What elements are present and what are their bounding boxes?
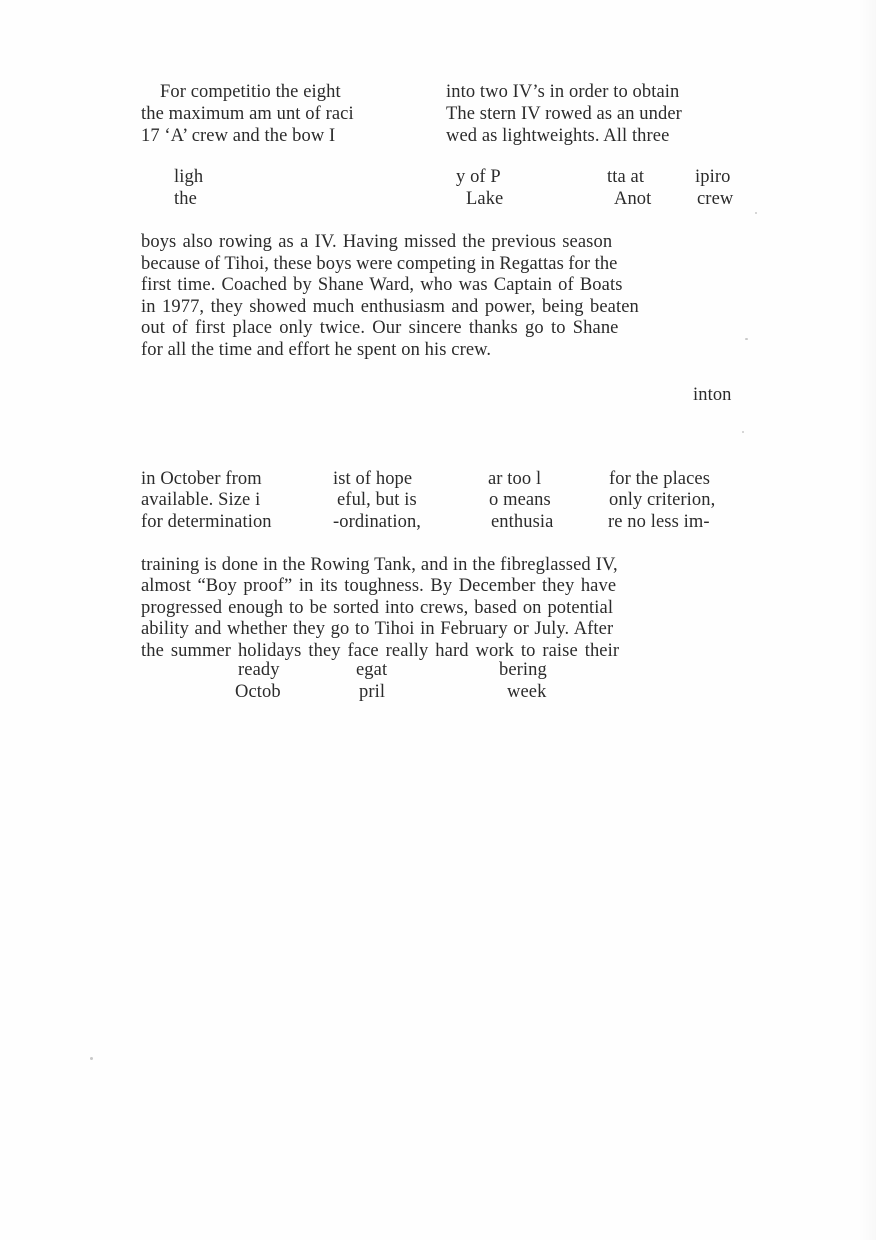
- fragment2-word-1: ligh: [174, 167, 204, 187]
- fragment3-r2-c3: o means: [489, 490, 551, 510]
- fragment3-r1-c3: ar too l: [488, 469, 542, 489]
- fragment4-r1-c3: bering: [499, 660, 547, 680]
- fragment3-r2-c4: only criterion,: [609, 490, 716, 510]
- fragment4-r1-c1: ready: [238, 660, 280, 680]
- fragment1-right-line-3: wed as lightweights. All three: [446, 126, 670, 146]
- paragraph2-line-5: the summer holidays they face really hard work to raise their: [141, 641, 620, 661]
- fragment2-word-3: tta at: [607, 167, 645, 187]
- paragraph2-line-4: ability and whether they go to Tihoi in February or July. After: [141, 619, 614, 639]
- page-edge-shadow: [858, 0, 876, 1240]
- fragment4-r1-c2: egat: [356, 660, 388, 680]
- fragment3-r2-c1: available. Size i: [141, 490, 261, 510]
- fragment1-right-line-1: into two IV’s in order to obtain: [446, 82, 680, 102]
- fragment3-r1-c1: in October from: [141, 469, 262, 489]
- scan-speck: [90, 1057, 93, 1060]
- fragment1-left-line-1: For competitio the eight: [160, 82, 341, 102]
- fragment2-word-6: Lake: [466, 189, 504, 209]
- fragment2-word-4: ipiro: [695, 167, 731, 187]
- paragraph1-line-3: first time. Coached by Shane Ward, who was Captain of Boats: [141, 275, 623, 295]
- fragment1-right-line-2: The stern IV rowed as an under: [446, 104, 682, 124]
- fragment1-left-line-2: the maximum am unt of raci: [141, 104, 354, 124]
- paragraph1-line-2: because of Tihoi, these boys were competing in Regattas for the: [141, 254, 618, 274]
- fragment4-r2-c3: week: [507, 682, 547, 702]
- fragment4-r2-c1: Octob: [235, 682, 281, 702]
- paragraph1-line-5: out of first place only twice. Our sincere thanks go to Shane: [141, 318, 619, 338]
- fragment2-word-2: y of P: [456, 167, 501, 187]
- fragment4-r2-c2: pril: [359, 682, 386, 702]
- paragraph2-line-1: training is done in the Rowing Tank, and in the fibreglassed IV,: [141, 555, 618, 575]
- fragment3-r1-c4: for the places: [609, 469, 711, 489]
- fragment1-left-line-3: 17 ‘A’ crew and the bow I: [141, 126, 336, 146]
- fragment3-r1-c2: ist of hope: [333, 469, 413, 489]
- fragment3-r2-c2: eful, but is: [337, 490, 417, 510]
- paragraph1-line-1: boys also rowing as a IV. Having missed the previous season: [141, 232, 613, 252]
- fragment2-word-5: the: [174, 189, 197, 209]
- scan-speck: [742, 431, 744, 433]
- paragraph2-line-3: progressed enough to be sorted into crews, based on potential: [141, 598, 614, 618]
- scan-speck: [745, 338, 748, 340]
- fragment3-r3-c4: re no less im-: [608, 512, 710, 532]
- scan-speck: [755, 212, 757, 214]
- signature-fragment: inton: [693, 385, 732, 405]
- fragment2-word-8: crew: [697, 189, 734, 209]
- fragment3-r3-c2: -ordination,: [333, 512, 422, 532]
- fragment2-word-7: Anot: [614, 189, 652, 209]
- fragment3-r3-c3: enthusia: [491, 512, 554, 532]
- fragment3-r3-c1: for determination: [141, 512, 272, 532]
- paragraph2-line-2: almost “Boy proof” in its toughness. By December they have: [141, 576, 617, 596]
- paragraph1-line-4: in 1977, they showed much enthusiasm and power, being beaten: [141, 297, 639, 317]
- paragraph1-line-6: for all the time and effort he spent on his crew.: [141, 340, 492, 360]
